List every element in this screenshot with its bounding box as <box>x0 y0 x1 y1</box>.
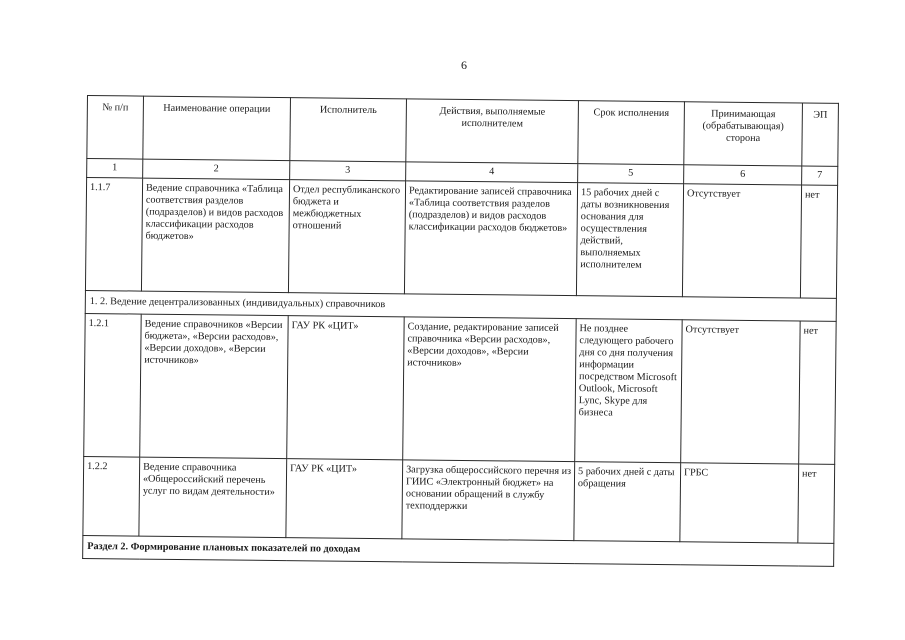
ep-cell: нет <box>800 185 837 298</box>
column-number: 5 <box>578 164 684 184</box>
header-row <box>87 96 839 167</box>
deadline-cell: Не позднее следующего рабочего дня со дня получения информации посредством Microsoft Outlook, Microsoft Lync, Skype для бизнеса <box>575 319 682 463</box>
column-number: 4 <box>406 162 578 183</box>
operation-cell: Ведение справочников «Версии бюджета», «Версии расходов», «Версии доходов», «Версии источников» <box>140 314 288 459</box>
header-executor: Исполнитель <box>290 98 407 162</box>
table-row <box>85 178 837 299</box>
column-number: 6 <box>684 165 802 185</box>
ep-cell: нет <box>798 464 835 543</box>
executor-cell: ГАУ РК «ЦИТ» <box>286 459 403 539</box>
header-num: № п/п <box>87 96 144 160</box>
actions-cell: Создание, редактирование записей справочника «Версии расходов», «Версии доходов», «Версии источников» <box>403 317 576 462</box>
row-num-cell: 1.2.1 <box>84 313 141 457</box>
row-num-cell: 1.1.7 <box>85 178 142 292</box>
receiver-cell: ГРБС <box>680 463 799 543</box>
deadline-cell: 5 рабочих дней с даты обращения <box>574 462 681 542</box>
operation-cell: Ведение справочника «Общероссийский перечень услуг по видам деятельности» <box>139 457 287 538</box>
column-number: 7 <box>802 166 838 185</box>
header-actions: Действия, выполняемые исполнителем <box>406 99 579 164</box>
actions-cell: Редактирование записей справочника «Таблица соответствия разделов (подразделов) и видов расходов классификации расходов бюджетов» <box>404 181 577 296</box>
operations-table <box>82 95 839 567</box>
column-number: 1 <box>87 159 143 179</box>
table-row <box>84 313 836 464</box>
section-heading: 1. 2. Ведение децентрализованных (индивидуальных) справочников <box>85 290 836 321</box>
section-heading: Раздел 2. Формирование плановых показателей по доходам <box>83 535 834 566</box>
deadline-cell: 15 рабочих дней с даты возникновения основания для осуществления действий, выполняемых исполнителем <box>576 183 683 297</box>
column-number: 2 <box>143 159 290 180</box>
receiver-cell: Отсутствует <box>682 184 801 298</box>
header-ep: ЭП <box>802 103 839 166</box>
operation-cell: Ведение справочника «Таблица соответствия разделов (подразделов) и видов расходов классификации расходов бюджетов» <box>141 178 289 293</box>
ep-cell: нет <box>799 321 836 464</box>
header-receiver: Принимающая (обрабатывающая) сторона <box>684 102 803 166</box>
table-row <box>83 456 835 543</box>
executor-cell: Отдел республиканского бюджета и межбюджетных отношений <box>288 180 405 294</box>
header-operation: Наименование операции <box>143 96 291 161</box>
row-num-cell: 1.2.2 <box>83 456 140 536</box>
executor-cell: ГАУ РК «ЦИТ» <box>287 316 404 460</box>
header-deadline: Срок исполнения <box>578 101 685 165</box>
receiver-cell: Отсутствует <box>681 320 800 464</box>
actions-cell: Загрузка общероссийского перечня из ГИИС «Электронный бюджет» на основании обращений в службу техподдержки <box>402 460 575 541</box>
page-number: 6 <box>461 58 467 72</box>
column-number: 3 <box>290 161 406 181</box>
